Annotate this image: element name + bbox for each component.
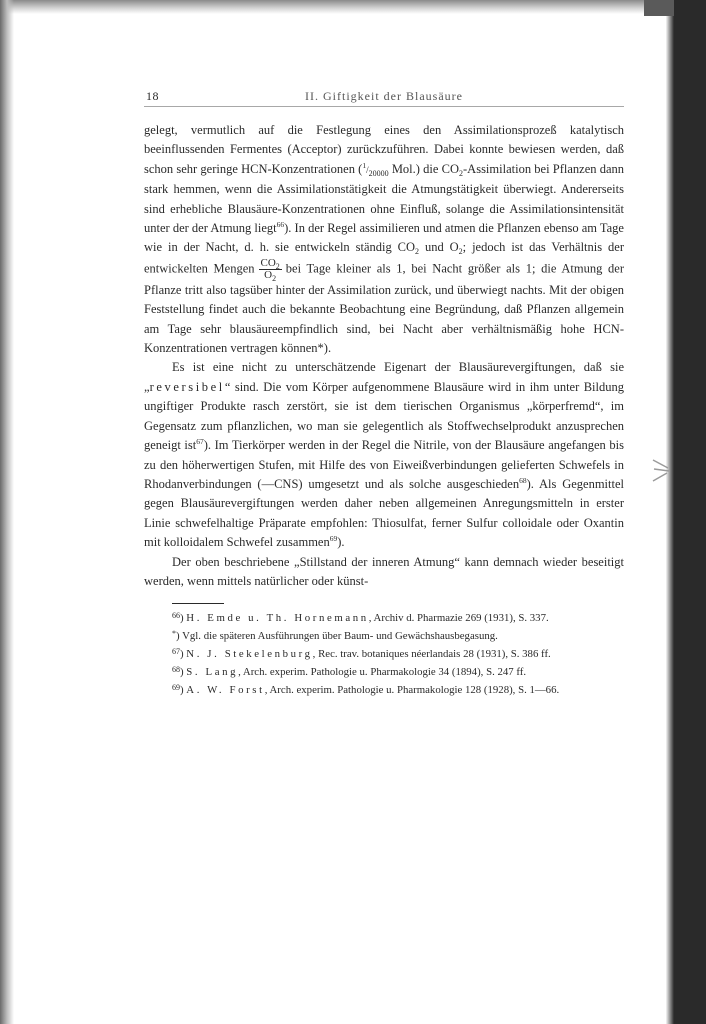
scan-edge-left <box>0 0 14 1024</box>
paragraph-2: Es ist eine nicht zu unterschätzende Eigenart der Blausäurevergiftungen, daß sie „reversibel“ sind. Die vom Körper aufgenommene Blausäure wird in ihm unter Bildung ungiftiger Produkte rasch zerstört, sie ist dem tierischen Organismus „körperfremd“, im Gegensatz zum pflanzlichen, wo man sie gelegentlich als Stoffwechselprodukt anzusprechen geneigt ist$^{67}$). Im Tierkörper werden in der Regel die Nitrile, von der Blausäure angefangen bis zu den höherwertigen Stufen, mit Hilfe des von Eiweißverbindungen gelieferten Schwefels in Rhodanverbindungen (—CNS) umgesetzt und als solche ausgeschieden$^{68}$). Als Gegenmittel gegen Blausäurevergiftungen werden daher neben allgemeinen Anregungsmitteln in erster Linie schwefelhaltige Präparate empfohlen: Thiosulfat, ferner Sulfur colloidale oder Oxantin mit kolloidalem Schwefel zusammen$^{69}$). <box>144 360 624 550</box>
scan-edge-top <box>0 0 706 14</box>
footnote: $^{66}$) H. Emde u. Th. Hornemann, Archiv d. Pharmazie 269 (1931), S. 337. <box>172 611 549 625</box>
footnote-author: A. W. Forst <box>186 683 265 696</box>
page-number: 18 <box>146 89 159 103</box>
footnote-author: H. Emde u. Th. Hornemann <box>186 612 369 625</box>
book-page <box>144 86 624 699</box>
footnote-ref: 66 <box>276 220 285 230</box>
spaced-emphasis: reversibel <box>149 379 225 394</box>
footnote-ref: 67 <box>196 437 204 447</box>
footnote-ref: 68 <box>519 475 527 485</box>
footnote: *) Vgl. die späteren Ausführungen über Baum- und Gewächshausbegasung. <box>172 629 498 643</box>
chapter-title: II. Giftigkeit der Blausäure <box>305 89 463 103</box>
footnote: $^{68}$) S. Lang, Arch. experim. Pathologie u. Pharmakologie 34 (1894), S. 247 ff. <box>172 664 527 678</box>
footnote-author: S. Lang <box>186 665 239 678</box>
body-text <box>144 121 624 591</box>
scan-edge-right <box>666 0 706 1024</box>
footnote-separator <box>172 603 224 604</box>
paragraph-1: gelegt, vermutlich auf die Festlegung eines den Assimilationsprozeß katalytisch beeinflussenden Fermentes (Acceptor) zurückzuführen. Dabei konnte bewiesen werden, daß schon sehr geringe HCN-Konzentrationen ($^1/_{20000}$ Mol.) die $CO_2$-Assimilation bei Pflanzen dann stark hemmen, wenn die Assimilationstätigkeit die Atmungstätigkeit überwiegt. Andererseits sind erhebliche Blausäure-Konzentrationen ohne Einfluß, solange die Assimilationsintensität unter der der Atmung liegt$^{66}$). In der Regel assimilieren und atmen die Pflanzen ebenso am Tage wie in der Nacht, d. h. sie entwickeln ständig $CO_2$ und $O_2$; jedoch ist das Verhältnis der entwickelten Mengen $\frac{CO_2}{O_2}$ bei Tage kleiner als 1, bei Nacht größer als 1; die Atmung der Pflanze tritt also tagsüber hinter der Assimilation zurück, und überwiegt nachts. Mit der obigen Feststellung findet auch die bekannte Beobachtung eine Begründung, daß Pflanzen allgemein am Tage sehr blausäureempfindlich sind, bei Nacht aber verhältnismäßig hohe HCN-Konzentrationen vertragen können*). <box>144 123 625 356</box>
scan-corner-shadow <box>644 0 674 16</box>
inline-fraction: $^1/_{20000}$ <box>362 160 389 178</box>
margin-mark <box>652 456 670 484</box>
footnote: $^{69}$) A. W. Forst, Arch. experim. Pathologie u. Pharmakologie 128 (1928), S. 1—66. <box>172 682 560 696</box>
footnote-ref: 69 <box>329 534 338 544</box>
paragraph-3: Der oben beschriebene „Stillstand der inneren Atmung“ kann demnach wieder beseitigt werden, wenn mittels natürlicher oder künst- <box>144 554 624 588</box>
footnotes <box>144 610 624 699</box>
footnote-author: N. J. Stekelenburg <box>186 647 313 660</box>
footnote: $^{67}$) N. J. Stekelenburg, Rec. trav. botaniques néerlandais 28 (1931), S. 386 ff. <box>172 646 551 660</box>
running-header <box>144 86 624 107</box>
gas-ratio-fraction: $\frac{CO_2}{O_2}$ <box>260 256 280 283</box>
